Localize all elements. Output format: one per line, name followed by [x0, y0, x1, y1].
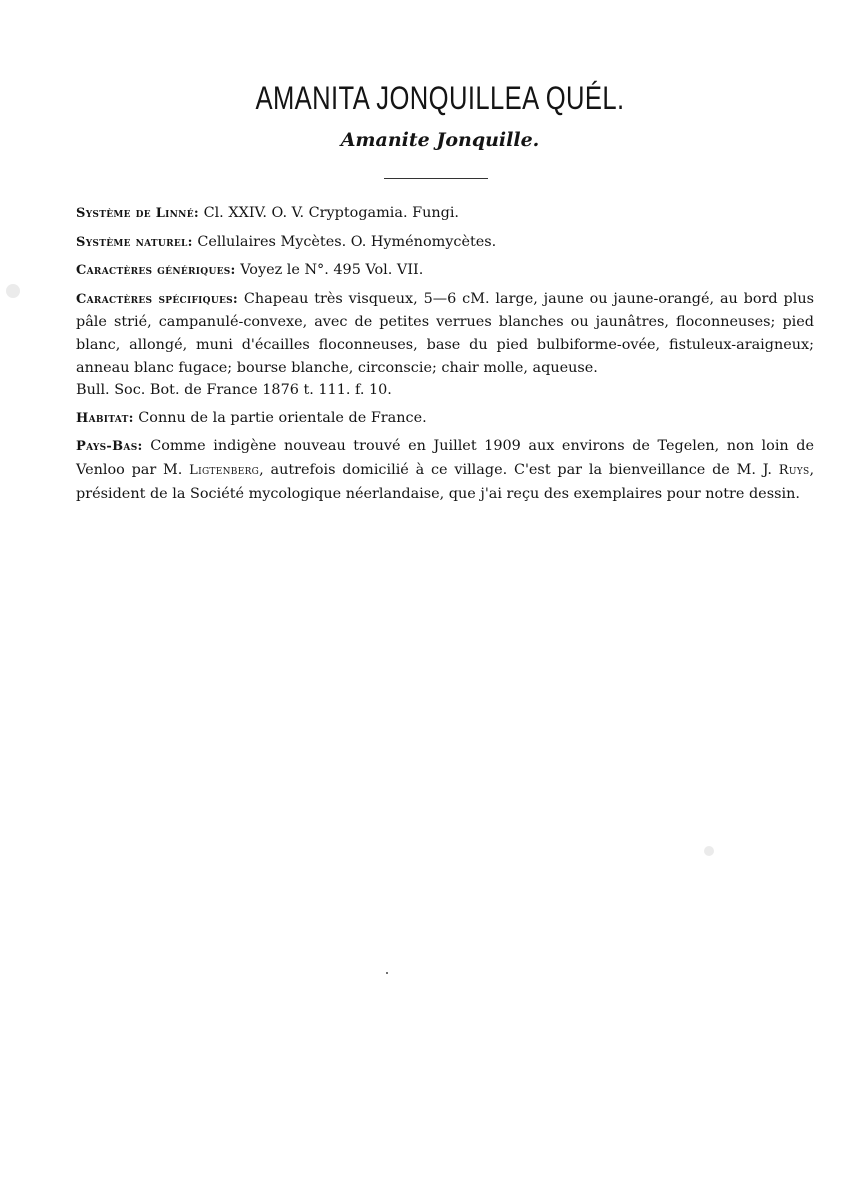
entry-text: Cl. XXIV. O. V. Cryptogamia. Fungi.	[203, 205, 460, 221]
entry-label: Caractères génériques:	[76, 263, 236, 279]
title-divider	[384, 178, 488, 179]
person-name: Ligtenberg	[189, 462, 260, 478]
entry-label: Habitat:	[76, 410, 134, 426]
entry-text: Chapeau très visqueux, 5—6 cM. large, jaune ou jaune-orangé, au bord plus pâle strié, campanulé-convexe, avec de petites verrues blanches ou jaunâtres, floconneuses; pied blanc, allongé, muni d'écailles floconneuses, base du pied bulbiforme-ovée, fistuleux-araigneux; anneau blanc fugace; bourse blanche, circonscie; chair molle, aqueuse.	[76, 290, 814, 376]
person-name: Ruys	[778, 462, 810, 478]
entry-habitat	[76, 407, 814, 431]
entry-label: Pays-Bas:	[76, 439, 143, 455]
entry-specifiques	[76, 288, 814, 379]
entry-label: Système naturel:	[76, 234, 193, 250]
entry-label: Caractères spécifiques:	[76, 291, 239, 307]
entry-bulletin: Bull. Soc. Bot. de France 1876 t. 111. f. 10.	[76, 382, 392, 399]
entry-paysbas	[76, 435, 814, 505]
entry-generiques	[76, 259, 814, 283]
entry-text: , président de la Société mycologique néerlandaise, que j'ai reçu des exemplaires pour notre dessin.	[76, 461, 815, 502]
entry-naturel	[76, 231, 814, 255]
document-body	[76, 202, 814, 510]
page-subtitle: Amanite Jonquille.	[340, 129, 540, 151]
entry-linne	[76, 202, 814, 226]
paper-blemish	[704, 846, 714, 856]
entry-text: , autrefois domicilié à ce village. C'est par la bienveillance de M. J.	[259, 461, 772, 478]
entry-text: Voyez le N°. 495 Vol. VII.	[240, 262, 424, 279]
paper-blemish	[6, 284, 20, 298]
ink-speck	[386, 972, 388, 974]
entry-text: Cellulaires Mycètes. O. Hyménomycètes.	[197, 233, 497, 250]
entry-text: Connu de la partie orientale de France.	[138, 409, 427, 426]
entry-text: Comme indigène nouveau trouvé en Juillet 1909 aux environs de Tegelen, non loin de Venloo par M.	[76, 438, 814, 478]
entry-label: Système de Linné:	[76, 206, 199, 221]
page-title: AMANITA JONQUILLEA QUÉL.	[255, 80, 625, 116]
